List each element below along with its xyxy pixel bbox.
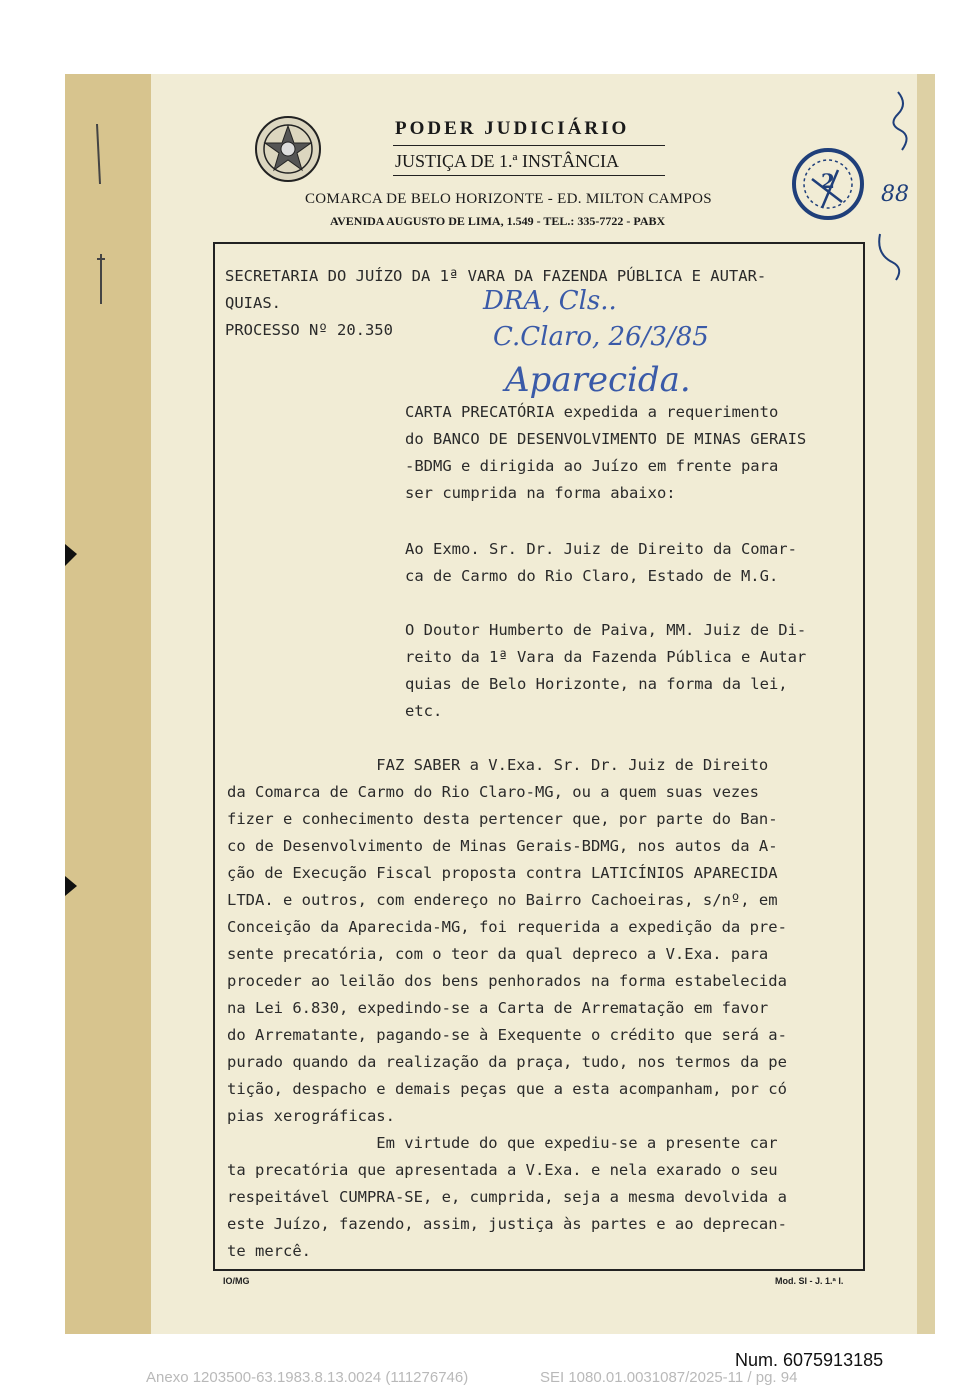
form-code-right: Mod. SI - J. 1.ª I. xyxy=(775,1276,844,1286)
header-address: AVENIDA AUGUSTO DE LIMA, 1.549 - TEL.: 335-7722 - PABX xyxy=(330,214,666,228)
carta-line: -BDMG e dirigida ao Juízo em frente para xyxy=(405,457,779,475)
margin-marks xyxy=(65,74,145,1334)
body-line: Em virtude do que expediu-se a presente car xyxy=(227,1134,778,1152)
body-line: co de Desenvolvimento de Minas Gerais-BDMG, nos autos da A- xyxy=(227,837,778,855)
header-rule xyxy=(393,145,665,146)
body-line: do Arrematante, pagando-se à Exequente o crédito que será a- xyxy=(227,1026,787,1044)
secretaria-line: SECRETARIA DO JUÍZO DA 1ª VARA DA FAZENDA PÚBLICA E AUTAR- xyxy=(225,267,767,285)
destinatario-line: ca de Carmo do Rio Claro, Estado de M.G. xyxy=(405,567,779,585)
body-line: da Comarca de Carmo do Rio Claro-MG, ou a quem suas vezes xyxy=(227,783,759,801)
body-line: na Lei 6.830, expedindo-se a Carta de Arrematação em favor xyxy=(227,999,769,1017)
body-line: ta precatória que apresentada a V.Exa. e nela exarado o seu xyxy=(227,1161,778,1179)
coat-of-arms-icon xyxy=(253,114,323,184)
body-line: pias xerográficas. xyxy=(227,1107,395,1125)
header-comarca: COMARCA DE BELO HORIZONTE - ED. MILTON CAMPOS xyxy=(305,191,712,207)
document-number: Num. 6075913185 xyxy=(735,1350,884,1370)
body-line: te mercê. xyxy=(227,1242,311,1260)
body-line: ção de Execução Fiscal proposta contra LATICÍNIOS APARECIDA xyxy=(227,864,778,882)
destinatario-line: Ao Exmo. Sr. Dr. Juiz de Direito da Comar- xyxy=(405,540,797,558)
doutor-line: quias de Belo Horizonte, na forma da lei, xyxy=(405,675,788,693)
sei-reference: SEI 1080.01.0031087/2025-11 / pg. 94 xyxy=(540,1369,798,1386)
body-line: sente precatória, com o teor da qual depreco a V.Exa. para xyxy=(227,945,769,963)
handwritten-signature: Aparecida. xyxy=(505,360,691,400)
processo-number: PROCESSO Nº 20.350 xyxy=(225,321,393,339)
document-page xyxy=(65,74,935,1334)
carta-line: do BANCO DE DESENVOLVIMENTO DE MINAS GERAIS xyxy=(405,430,807,448)
body-line: tição, despacho e demais peças que a esta acompanham, por có xyxy=(227,1080,787,1098)
body-line: Conceição da Aparecida-MG, foi requerida a expedição da pre- xyxy=(227,918,787,936)
folio-number: 88 xyxy=(881,182,909,207)
body-line: este Juízo, fazendo, assim, justiça às partes e ao deprecan- xyxy=(227,1215,787,1233)
doutor-line: etc. xyxy=(405,702,443,720)
body-line: FAZ SABER a V.Exa. Sr. Dr. Juiz de Direito xyxy=(227,756,769,774)
body-line: respeitável CUMPRA-SE, e, cumprida, seja a mesma devolvida a xyxy=(227,1188,787,1206)
doutor-line: reito da 1ª Vara da Fazenda Pública e Autar xyxy=(405,648,807,666)
body-line: proceder ao leilão dos bens penhorados na forma estabelecida xyxy=(227,972,787,990)
carta-line: ser cumprida na forma abaixo: xyxy=(405,484,676,502)
body-line: purado quando da realização da praça, tudo, nos termos da pe xyxy=(227,1053,787,1071)
header-title: PODER JUDICIÁRIO xyxy=(395,118,630,139)
secretaria-line: QUIAS. xyxy=(225,294,281,312)
handwritten-note: DRA, Cls.. xyxy=(483,286,617,316)
header-subtitle: JUSTIÇA DE 1.ª INSTÂNCIA xyxy=(395,151,619,171)
doutor-line: O Doutor Humberto de Paiva, MM. Juiz de Di- xyxy=(405,621,807,639)
form-code-left: IO/MG xyxy=(223,1276,250,1286)
carta-line: CARTA PRECATÓRIA expedida a requerimento xyxy=(405,403,779,421)
body-line: LTDA. e outros, com endereço no Bairro Cachoeiras, s/nº, em xyxy=(227,891,778,909)
header-rule xyxy=(393,175,665,176)
handwritten-date: C.Claro, 26/3/85 xyxy=(493,322,709,352)
anexo-reference: Anexo 1203500-63.1983.8.13.0024 (111276746) xyxy=(146,1369,469,1386)
body-line: fizer e conhecimento desta pertencer que, por parte do Ban- xyxy=(227,810,778,828)
stamp-number: 2 xyxy=(821,169,835,193)
